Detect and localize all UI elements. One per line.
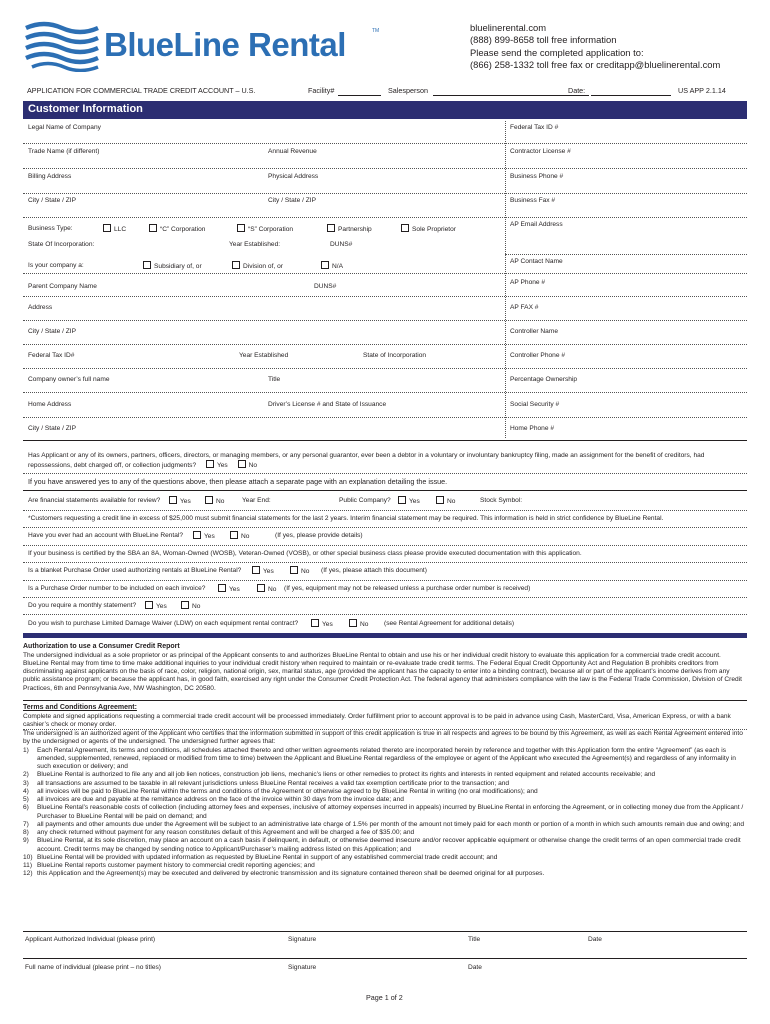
checkbox-icon	[349, 619, 357, 627]
ap-fax-label: AP FAX #	[510, 304, 539, 311]
fin-no[interactable]: No	[205, 496, 224, 506]
explain-note: If you have answered yes to any of the questions above, then please attach a separate page with an explanation detailing the issue.	[28, 477, 448, 486]
brand-name: BlueLine Rental	[104, 26, 346, 63]
duns-label: DUNS#	[330, 241, 353, 248]
is-company-label: Is your company a:	[28, 262, 84, 269]
physical-address-label: Physical Address	[268, 173, 319, 180]
terms-item: 12) this Application and the Agreement(s) may be executed and delivered by electronic transmission and its signature contained thereon shall be deemed original for all purposes.	[23, 870, 545, 878]
title-label: Title	[468, 936, 481, 943]
checkbox-icon	[237, 224, 245, 232]
state-of-incorporation-label: State of Incorporation	[363, 352, 427, 359]
fax-email: (866) 258-1332 toll free fax or creditapp@bluelinerental.com	[470, 58, 721, 70]
city-state-zip-label: City / State / ZIP	[268, 197, 317, 204]
ap-phone-label: AP Phone #	[510, 279, 546, 286]
pct-ownership-label: Percentage Ownership	[510, 376, 578, 383]
home-city-state-zip-label: City / State / ZIP	[28, 425, 77, 432]
signature-label: Signature	[288, 936, 317, 943]
signature-line-2[interactable]	[23, 958, 747, 959]
terms-item: 4) all invoices will be paid to BlueLine Rental within the terms and conditions of the Agreement or otherwise agreed to by BlueLine Rental in writing (no oral modifications); and	[23, 787, 538, 795]
public-no[interactable]: No	[436, 496, 455, 506]
checkbox-icon	[311, 619, 319, 627]
subsidiary-option[interactable]: Subsidiary of, or	[143, 261, 202, 271]
website: bluelinerental.com	[470, 22, 547, 33]
owner-name-label: Company owner’s full name	[28, 376, 110, 383]
drivers-license-label: Driver’s License # and State of Issuance	[268, 401, 387, 408]
llc-option[interactable]: LLC	[103, 224, 126, 234]
terms-item: 5) all invoices are due and payable at the remittance address on the face of the invoice within 30 days from the invoice date; and	[23, 796, 404, 804]
authorization-heading: Authorization to use a Consumer Credit Report	[23, 643, 180, 650]
terms-item: 2) BlueLine Rental is authorized to file any and all job lien notices, construction job liens, mechanic’s liens or other remedies to protect its rights and interests in rented equipment and related accounts receivable; and	[23, 771, 656, 779]
po-yes[interactable]: Yes	[218, 584, 240, 594]
authorization-body: The undersigned individual as a sole proprietor or as principal of the Applicant consents to and authorizes BlueLine Rental to obtain and use his or her individual credit history to evaluate this application for a commercial trade credit account. BlueLine Rental may from time to time make additional inquiries to your individual credit history when required to maintain or re-evaluate trade credit terms. The Federal Equal Credit Opportunity Act and Regulation B prohibits creditors from discriminating against applicants on the basis of race, color, religion, national origin, sex, marital status, age (provided the applicant has the capacity to enter into a binding contract), because all or part of the applicant’s income derives from any public assistance program; or because the applicant has, in good faith, exercised any right under the Consumer Credit Protection Act. The federal agency that administers compliance with the law is the Federal Trade Commission, Division of Credit Practices, 6th and Pennsylvania Ave, NW Washington, DC 20580.	[23, 651, 742, 692]
fed-tax-id-label: Federal Tax ID#	[28, 352, 75, 359]
checkbox-icon	[257, 584, 265, 592]
checkbox-icon	[143, 261, 151, 269]
attach-doc-note: (If yes, please attach this document)	[321, 567, 427, 574]
ap-contact-label: AP Contact Name	[510, 258, 563, 265]
checkbox-icon	[232, 261, 240, 269]
app-code: US APP 2.1.14	[678, 86, 726, 95]
bankruptcy-no[interactable]: No	[238, 462, 257, 469]
terms-item: 3) all transactions are assumed to be taxable in all relevant jurisdictions unless BlueLine Rental receives a valid tax exemption certificate prior to the transaction; and	[23, 779, 510, 787]
controller-name-label: Controller Name	[510, 328, 559, 335]
checkbox-icon	[321, 261, 329, 269]
section-divider-bar	[23, 633, 747, 638]
ldw-yes[interactable]: Yes	[311, 619, 333, 629]
terms-intro-1: Complete and signed applications requesting a commercial trade credit account will be processed immediately. Order fulfillment prior to account approval is to be paid in advance using Cash, MasterCard, Visa, American Express, or with a bank cashier’s check or money order.	[23, 712, 731, 728]
terms-list	[23, 747, 747, 879]
terms-item: 8) any check returned without payment for any reason constitutes default of this Agreement and will be charged a fee of $35.00; and	[23, 829, 415, 837]
parent-company-label: Parent Company Name	[28, 283, 97, 290]
checkbox-icon	[169, 496, 177, 504]
checkbox-icon	[103, 224, 111, 232]
monthly-label: Do you require a monthly statement?	[28, 602, 137, 609]
monthly-no[interactable]: No	[181, 601, 200, 611]
date-label: Date:	[568, 86, 586, 95]
parent-city-state-zip-label: City / State / ZIP	[28, 328, 77, 335]
business-fax-label: Business Fax #	[510, 197, 556, 204]
c-corp-option[interactable]: “C” Corporation	[149, 224, 205, 234]
send-instructions: Please send the completed application to:	[470, 46, 644, 58]
ap-email-label: AP Email Address	[510, 221, 563, 228]
fin-yes[interactable]: Yes	[169, 496, 191, 506]
s-corp-option[interactable]: “S” Corporation	[237, 224, 293, 234]
public-yes[interactable]: Yes	[398, 496, 420, 506]
business-phone-label: Business Phone #	[510, 173, 564, 180]
ldw-no[interactable]: No	[349, 619, 368, 629]
na-option[interactable]: N/A	[321, 261, 343, 271]
home-address-label: Home Address	[28, 401, 72, 408]
blanket-po-yes[interactable]: Yes	[252, 566, 274, 576]
customer-form	[0, 0, 770, 440]
federal-tax-label: Federal Tax ID #	[510, 124, 559, 131]
business-type-label: Business Type:	[28, 225, 73, 232]
checkbox-icon	[436, 496, 444, 504]
provide-details-note: (If yes, please provide details)	[275, 532, 363, 539]
ldw-label: Do you wish to purchase Limited Damage Waiver (LDW) on each equipment rental contract?	[28, 620, 299, 627]
home-phone-label: Home Phone #	[510, 425, 554, 432]
stock-symbol-label: Stock Symbol:	[480, 497, 523, 504]
po-no[interactable]: No	[257, 584, 276, 594]
annual-revenue-label: Annual Revenue	[268, 148, 317, 155]
full-name-label: Full name of individual (please print – no titles)	[25, 964, 161, 971]
checkbox-icon	[238, 460, 246, 468]
billing-address-label: Billing Address	[28, 173, 72, 180]
checkbox-icon	[252, 566, 260, 574]
application-title: APPLICATION FOR COMMERCIAL TRADE CREDIT ACCOUNT – U.S.	[27, 86, 256, 95]
terms-item: 7) all payments and other amounts due under the Agreement will be subject to an administrative late charge of 1.5% per month of the amount not timely paid for each month or portion of a month in which such amounts remain due and owing; and	[23, 820, 745, 828]
checkbox-icon	[398, 496, 406, 504]
checkbox-icon	[149, 224, 157, 232]
checkbox-icon	[401, 224, 409, 232]
facility-label: Facility#	[308, 86, 335, 95]
page-number: Page 1 of 2	[366, 993, 403, 1002]
controller-phone-label: Controller Phone #	[510, 352, 565, 359]
terms-intro-2: The undersigned is an authorized agent of the Applicant who certifies that the information submitted in support of this credit application is true in all respects and agrees to be bound by this Agreement, as well as each Rental Agreement entered into by the undersigned or agents of the undersigned. The undersigned further agrees that:	[23, 730, 743, 746]
address-label: Address	[28, 304, 53, 311]
checkbox-icon	[206, 460, 214, 468]
sba-note: If your business is certified by the SBA an 8A, Woman-Owned (WOSB), Veteran-Owned (VOSB), or other special business class please provide executed documentation with this application.	[28, 550, 582, 557]
date-label-2: Date	[468, 964, 482, 971]
section-title: Customer Information	[28, 103, 143, 115]
had-account-label: Have you ever had an account with BlueLine Rental?	[28, 532, 184, 539]
city-state-zip-label: City / State / ZIP	[28, 197, 77, 204]
had-account-no[interactable]: No	[230, 531, 249, 541]
partnership-option[interactable]: Partnership	[327, 224, 372, 234]
year-established-label: Year Established:	[229, 241, 281, 248]
public-company-label: Public Company?	[339, 497, 391, 504]
checkbox-icon	[290, 566, 298, 574]
had-account-yes[interactable]: Yes	[193, 531, 215, 541]
po-note: (If yes, equipment may not be released unless a purchase order number is received)	[284, 585, 531, 592]
signature-label-2: Signature	[288, 964, 317, 971]
division-option[interactable]: Division of, or	[232, 261, 283, 271]
blanket-po-no[interactable]: No	[290, 566, 309, 576]
contractor-license-label: Contractor License #	[510, 148, 571, 155]
bankruptcy-yes[interactable]: Yes	[206, 462, 228, 469]
terms-item: 11) BlueLine Rental reports customer payment history to commercial credit reporting agencies; and	[23, 861, 315, 869]
checkbox-icon	[218, 584, 226, 592]
fin-statements-label: Are financial statements available for review?	[28, 497, 161, 504]
legal-name-label: Legal Name of Company	[28, 124, 101, 131]
authorization-section	[23, 643, 747, 693]
checkbox-icon	[145, 601, 153, 609]
phone-info: (888) 899-8658 toll free information	[470, 34, 617, 46]
parent-duns-label: DUNS#	[314, 283, 337, 290]
terms-item: 9) BlueLine Rental, at its sole discretion, may place an account on a cash basis if delinquent, in default, or otherwise deemed insecure and/or recover applicable equipment or otherwise change the credit terms of an open commercial trade credit account. Credit terms may be changed by sending notice to Applicant/Purchaser’s mailing address listed on this Application; and	[23, 837, 741, 853]
checkbox-icon	[327, 224, 335, 232]
checkbox-icon	[193, 531, 201, 539]
terms-item: 10) BlueLine Rental will be provided with updated information as requested by BlueLine Rental in support of any established commercial trade credit account; and	[23, 853, 498, 861]
monthly-yes[interactable]: Yes	[145, 601, 167, 611]
blanket-po-label: Is a blanket Purchase Order used authorizing rentals at BlueLine Rental?	[28, 567, 242, 574]
title-label: Title	[268, 376, 281, 383]
terms-section	[23, 704, 747, 878]
credit-line-note: *Customers requesting a credit line in excess of $25,000 must submit financial statements for the last 2 years. Interim financial statement may be required. This information is held in strict confidence by BlueLine Rental.	[28, 515, 664, 522]
state-incorporation-label: State Of Incorporation:	[28, 241, 95, 248]
po-required-label: Is a Purchase Order number to be included on each invoice?	[28, 585, 206, 592]
salesperson-label: Salesperson	[388, 86, 428, 95]
ldw-note: (see Rental Agreement for additional details)	[384, 620, 515, 627]
date-label: Date	[588, 936, 602, 943]
year-end-label: Year End:	[242, 497, 271, 504]
trade-name-label: Trade Name (if different)	[28, 148, 100, 155]
ssn-label: Social Security #	[510, 401, 560, 408]
checkbox-icon	[230, 531, 238, 539]
sole-proprietor-option[interactable]: Sole Proprietor	[401, 224, 456, 234]
applicant-label: Applicant Authorized Individual (please print)	[25, 936, 156, 943]
trademark: TM	[372, 28, 380, 34]
checkbox-icon	[181, 601, 189, 609]
bankruptcy-question: Has Applicant or any of its owners, partners, officers, directors, or managing members, or any personal guarantor, ever been a debtor in a voluntary or involuntary bankruptcy filing, made an assignment for the benefit of creditors, had repossessions, debt charged off, or collection judgments? Yes No	[28, 452, 705, 470]
terms-heading: Terms and Conditions Agreement:	[23, 704, 137, 711]
year-established-2-label: Year Established	[239, 352, 289, 359]
terms-item: 6) BlueLine Rental’s reasonable costs of collection (including attorney fees and expenses, inclusive of attorney expenses incurred in appeals) incurred by BlueLine Rental in enforcing the Agreement, or in collecting money due from the Applicant / Purchaser to BlueLine Rental will be paid on demand; and	[23, 804, 744, 820]
terms-item: 1) Each Rental Agreement, its terms and conditions, all schedules attached thereto and other written agreements related thereto are incorporated herein by reference and together with this Application form the entire “Agreement” (as each is amended, supplemented, renewed, replaced or modified from time to time) between the Applicant and BlueLine Rental regardless of the employee or agent of the Applicant who executed the Agreement(s) and regardless of any informality in such execution or delivery; and	[23, 746, 736, 771]
checkbox-icon	[205, 496, 213, 504]
signature-line-1[interactable]	[23, 931, 747, 932]
